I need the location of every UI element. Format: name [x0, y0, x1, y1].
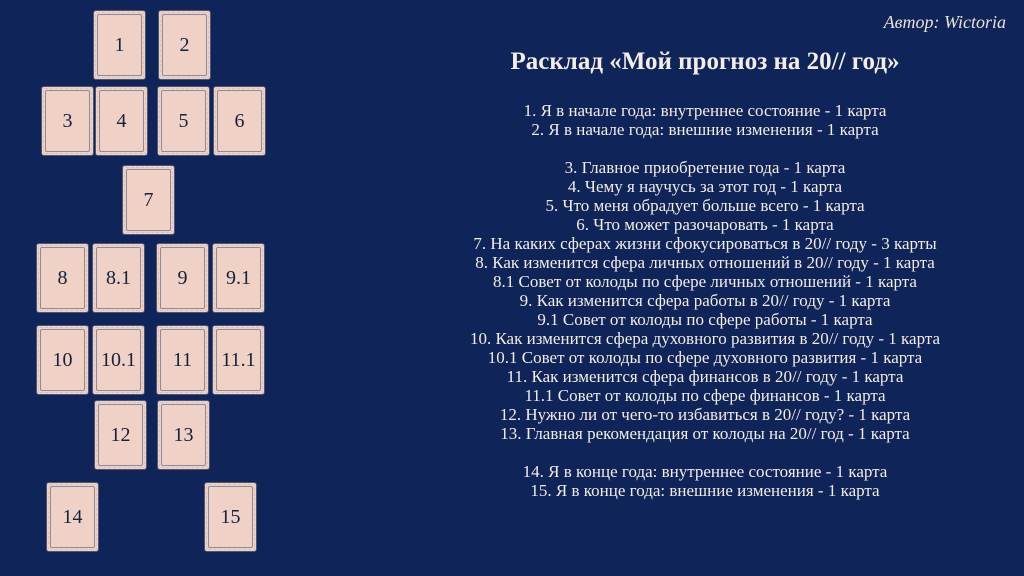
card-label: 2: [179, 33, 190, 56]
position-item: 9. Как изменится сфера работы в 20// году - 1 карта: [519, 291, 891, 310]
position-list: [380, 101, 1024, 500]
card-label: 12: [110, 423, 131, 446]
position-item: 13. Главная рекомендация от колоды на 20// год - 1 карта: [500, 424, 910, 443]
card-label: 8.1: [106, 266, 131, 289]
position-item: 1. Я в начале года: внутреннее состояние - 1 карта: [523, 101, 887, 120]
card-label: 14: [62, 505, 83, 528]
card-label: 5: [178, 109, 189, 132]
position-item: 5. Что меня обрадует больше всего - 1 карта: [545, 196, 865, 215]
card-11-1: [212, 325, 265, 395]
card-8-1: [92, 243, 145, 313]
position-item: 8. Как изменится сфера личных отношений в 20// году - 1 карта: [475, 253, 935, 272]
card-label: 9: [177, 266, 188, 289]
card-label: 13: [173, 423, 194, 446]
card-label: 15: [220, 505, 241, 528]
position-item: 7. На каких сферах жизни сфокусироваться в 20// году - 3 карты: [473, 234, 937, 253]
card-label: 10.1: [101, 348, 136, 371]
card-15: [204, 482, 257, 552]
card-9-1: [212, 243, 265, 313]
position-item: 4. Чему я научусь за этот год - 1 карта: [567, 177, 843, 196]
card-7: [122, 165, 175, 235]
page-title: Расклад «Мой прогноз на 20// год»: [510, 48, 900, 75]
position-item: 6. Что может разочаровать - 1 карта: [576, 215, 834, 234]
card-2: [158, 10, 211, 80]
card-13: [157, 400, 210, 470]
card-label: 3: [62, 109, 73, 132]
card-label: 10: [52, 348, 73, 371]
card-label: 7: [143, 188, 154, 211]
spacer: [380, 139, 1024, 158]
spacer: [380, 443, 1024, 462]
position-item: 15. Я в конце года: внешние изменения - 1 карта: [530, 481, 880, 500]
position-item: 11. Как изменится сфера финансов в 20// году - 1 карта: [506, 367, 904, 386]
position-item: 11.1 Совет от колоды по сфере финансов - 1 карта: [524, 386, 886, 405]
card-6: [213, 86, 266, 156]
card-3: [41, 86, 94, 156]
card-14: [46, 482, 99, 552]
card-label: 9.1: [226, 266, 251, 289]
position-item: 12. Нужно ли от чего-то избавиться в 20// году? - 1 карта: [499, 405, 911, 424]
card-label: 6: [234, 109, 245, 132]
card-label: 11: [172, 348, 193, 371]
position-item: 3. Главное приобретение года - 1 карта: [564, 158, 846, 177]
position-item: 8.1 Совет от колоды по сфере личных отношений - 1 карта: [493, 272, 917, 291]
position-item: 14. Я в конце года: внутреннее состояние - 1 карта: [522, 462, 888, 481]
card-1: [93, 10, 146, 80]
position-item: 10.1 Совет от колоды по сфере духовного развития - 1 карта: [487, 348, 923, 367]
card-4: [95, 86, 148, 156]
card-10: [36, 325, 89, 395]
card-12: [94, 400, 147, 470]
card-8: [36, 243, 89, 313]
position-item: 2. Я в начале года: внешние изменения - 1 карта: [531, 120, 879, 139]
position-item: 9.1 Совет от колоды по сфере работы - 1 карта: [537, 310, 873, 329]
card-label: 4: [116, 109, 127, 132]
card-label: 1: [114, 33, 125, 56]
card-5: [157, 86, 210, 156]
author-credit: Автор: Wictoria: [883, 12, 1006, 32]
card-label: 11.1: [221, 348, 256, 371]
card-10-1: [92, 325, 145, 395]
position-item: 10. Как изменится сфера духовного развития в 20// году - 1 карта: [469, 329, 941, 348]
card-9: [156, 243, 209, 313]
card-11: [156, 325, 209, 395]
card-label: 8: [57, 266, 68, 289]
